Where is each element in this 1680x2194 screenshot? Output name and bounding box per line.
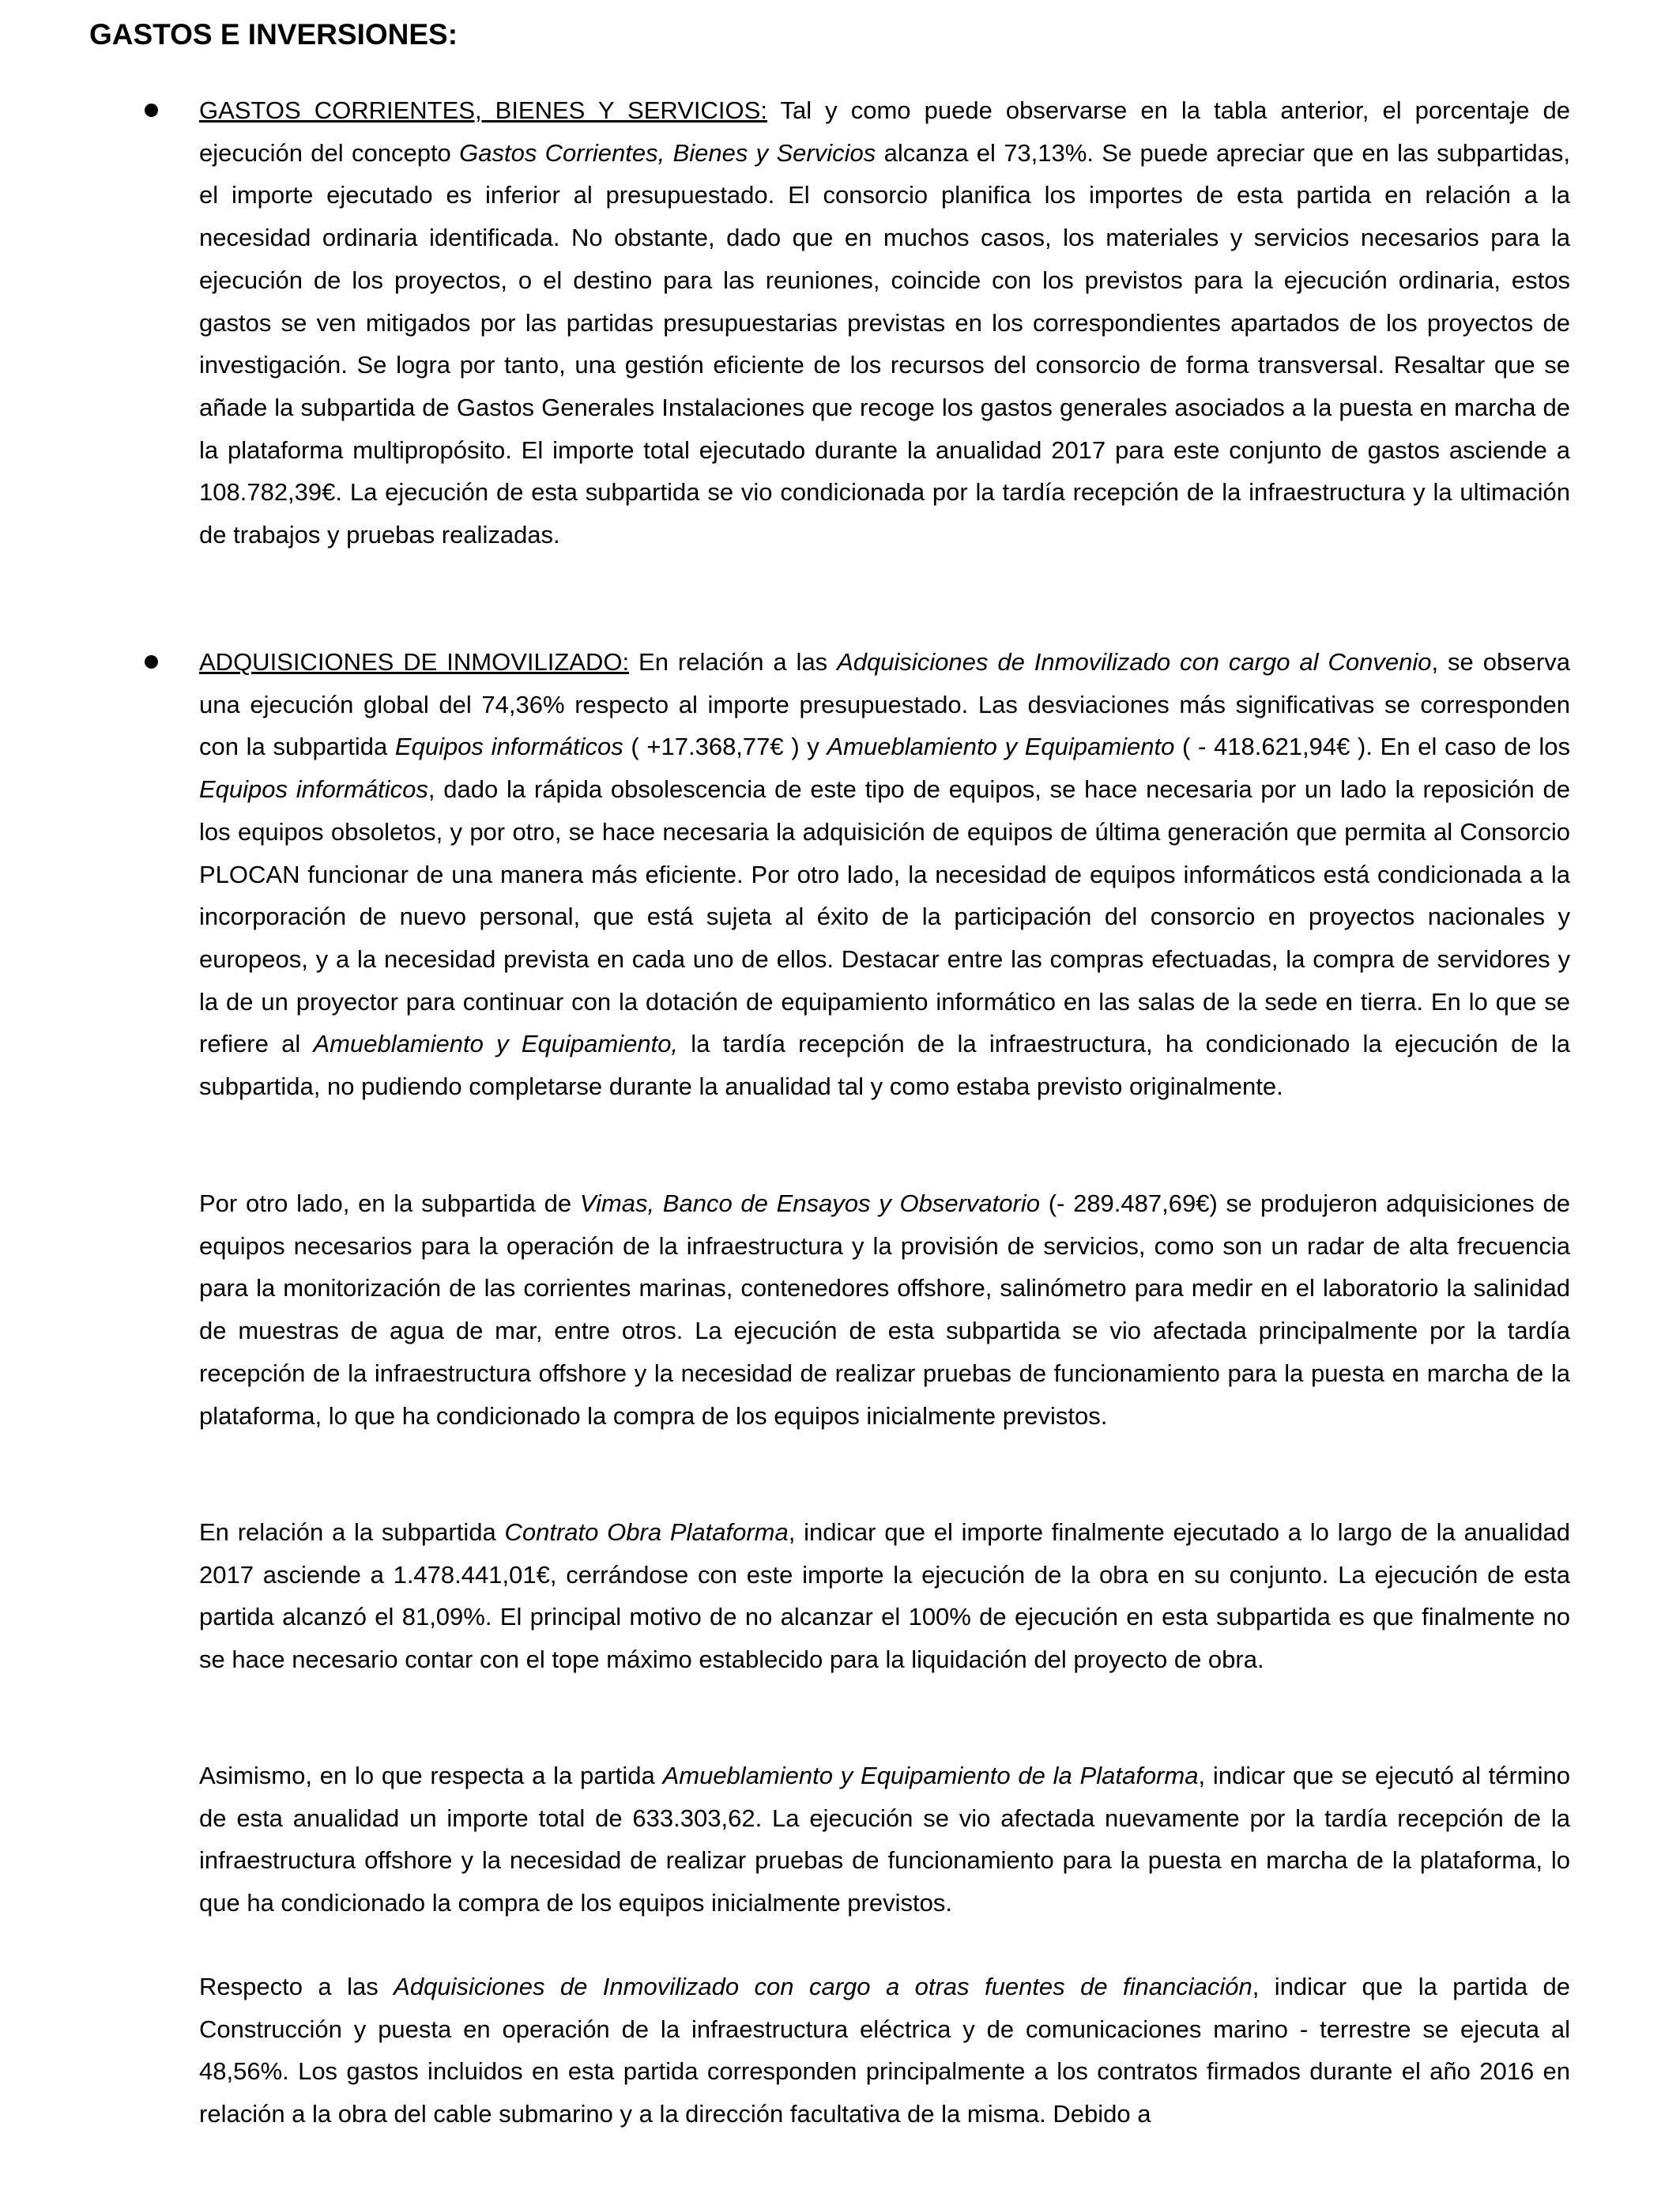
italic-term: Gastos Corrientes, Bienes y Servicios — [459, 138, 876, 167]
paragraph-text: (- 289.487,69€) se produjeron adquisiciones de equipos necesarios para la operación de la infraestructura y la provisión de servicios, como son un radar de alta frecuencia para la monitorización de las corrientes marinas, contenedores offshore, salinómetro para medir en el laboratorio la salinidad de muestras de agua de mar, entre otros. La ejecución de esta subpartida se vio afectada principalmente por la tardía recepción de la infraestructura offshore y la necesidad de realizar pruebas de funcionamiento para la puesta en marcha de la plataforma, lo que ha condicionado la compra de los equipos inicialmente previstos. — [199, 1189, 1571, 1430]
adquisiciones-paragraph — [199, 641, 1570, 1108]
paragraph-text: Respecto a las — [199, 1973, 394, 2000]
paragraph-text: , se observa una ejecución global del 74,36% respecto al importe presupuestado. Las desviaciones más significativas se corresponden con la subpartida — [199, 648, 1570, 761]
vimas-paragraph — [199, 1182, 1570, 1437]
paragraph-text: alcanza el 73,13%. Se puede apreciar que en las subpartidas, el importe ejecutado es inferior al presupuestado. El consorcio planifica los importes de esta partida en relación a la necesidad ordinaria identificada. No obstante, dado que en muchos casos, los materiales y servicios necesarios para la ejecución de los proyectos, o el destino para las reuniones, coincide con los previstos para la ejecución ordinaria, estos gastos se ven mitigados por las partidas presupuestarias previstas en los correspondientes apartados de los proyectos de investigación. Se logra por tanto, una gestión eficiente de los recursos del consorcio de forma transversal. Resaltar que se añade la subpartida de Gastos Generales Instalaciones que recoge los gastos generales asociados a la puesta en marcha de la plataforma multipropósito. El importe total ejecutado durante la anualidad 2017 para este conjunto de gastos asciende a 108.782,39€. La ejecución de esta subpartida se vio condicionada por la tardía recepción de la infraestructura y la ultimación de trabajos y pruebas realizadas. — [199, 138, 1570, 549]
italic-term: Amueblamiento y Equipamiento, — [313, 1030, 679, 1058]
italic-term: Amueblamiento y Equipamiento de la Plataforma — [662, 1762, 1199, 1789]
paragraph-text: Por otro lado, en la subpartida de — [199, 1189, 580, 1217]
paragraph-text: , dado la rápida obsolescencia de este tipo de equipos, se hace necesaria por un lado la reposición de los equipos obsoletos, y por otro, se hace necesaria la adquisición de equipos de última generación que permita al Consorcio PLOCAN funcionar de una manera más eficiente. Por otro lado, la necesidad de equipos informáticos está condicionada a la incorporación de nuevo personal, que está sujeta al éxito de la participación del consorcio en proyectos nacionales y europeos, y a la necesidad prevista en cada uno de ellos. Destacar entre las compras efectuadas, la compra de servidores y la de un proyector para continuar con la dotación de equipamiento informático en las salas de la sede en tierra. En lo que se refiere al — [199, 775, 1570, 1058]
adquisiciones-lead: ADQUISICIONES DE INMOVILIZADO: — [199, 648, 630, 676]
gastos-corrientes-paragraph — [199, 89, 1570, 556]
paragraph-text: la tardía recepción de la infraestructura, ha condicionado la ejecución de la subpartida, no pudiendo completarse durante la anualidad tal y como estaba previsto originalmente. — [199, 1030, 1570, 1101]
contrato-paragraph — [199, 1511, 1570, 1681]
amueblamiento-paragraph — [199, 1755, 1570, 1924]
paragraph-text: , indicar que la partida de Construcción y puesta en operación de la infraestructura eléctrica y de comunicaciones marino - terrestre se ejecuta al 48,56%. Los gastos incluidos en esta partida corresponden principalmente a los contratos firmados durante el año 2016 en relación a la obra del cable submarino y a la dirección facultativa de la misma. Debido a — [199, 1973, 1570, 2128]
bullet-icon — [145, 104, 158, 117]
bullet-icon — [145, 655, 158, 669]
paragraph-text: , indicar que se ejecutó al término de esta anualidad un importe total de 633.303,62. La ejecución se vio afectada nuevamente por la tardía recepción de la infraestructura offshore y la necesidad de realizar pruebas de funcionamiento para la puesta en marcha de la plataforma, lo que ha condicionado la compra de los equipos inicialmente previstos. — [199, 1762, 1570, 1917]
paragraph-text: ( +17.368,77€ ) y — [623, 733, 827, 761]
paragraph-text: En relación a las — [629, 648, 838, 676]
paragraph-text: , indicar que el importe finalmente ejecutado a lo largo de la anualidad 2017 asciende a 1.478.441,01€, cerrándose con este importe la ejecución de la obra en su conjunto. La ejecución de esta partida alcanzó el 81,09%. El principal motivo de no alcanzar el 100% de ejecución en esta subpartida es que finalmente no se hace necesario contar con el tope máximo establecido para la liquidación del proyecto de obra. — [199, 1518, 1570, 1674]
italic-term: Equipos informáticos — [199, 775, 428, 804]
italic-term: Contrato Obra Plataforma — [504, 1518, 789, 1546]
paragraph-text: Asimismo, en lo que respecta a la partida — [199, 1762, 663, 1789]
italic-term: Vimas, Banco de Ensayos y Observatorio — [579, 1189, 1040, 1217]
italic-term: Adquisiciones de Inmovilizado con cargo a otras fuentes de financiación — [394, 1973, 1252, 2000]
gastos-corrientes-lead: GASTOS CORRIENTES, BIENES Y SERVICIOS: — [199, 96, 767, 124]
section-heading: GASTOS E INVERSIONES: — [89, 18, 458, 51]
italic-term: Amueblamiento y Equipamiento — [827, 733, 1175, 761]
paragraph-text: En relación a la subpartida — [199, 1518, 505, 1546]
paragraph-text: ( - 418.621,94€ ). En el caso de los — [1174, 733, 1571, 761]
paragraph-text: Tal y como puede observarse en la tabla anterior, el porcentaje de ejecución del concepto — [199, 96, 1571, 167]
italic-term: Equipos informáticos — [394, 733, 623, 761]
italic-term: Adquisiciones de Inmovilizado con cargo al Convenio — [837, 648, 1432, 676]
otras-fuentes-paragraph — [199, 1966, 1570, 2136]
